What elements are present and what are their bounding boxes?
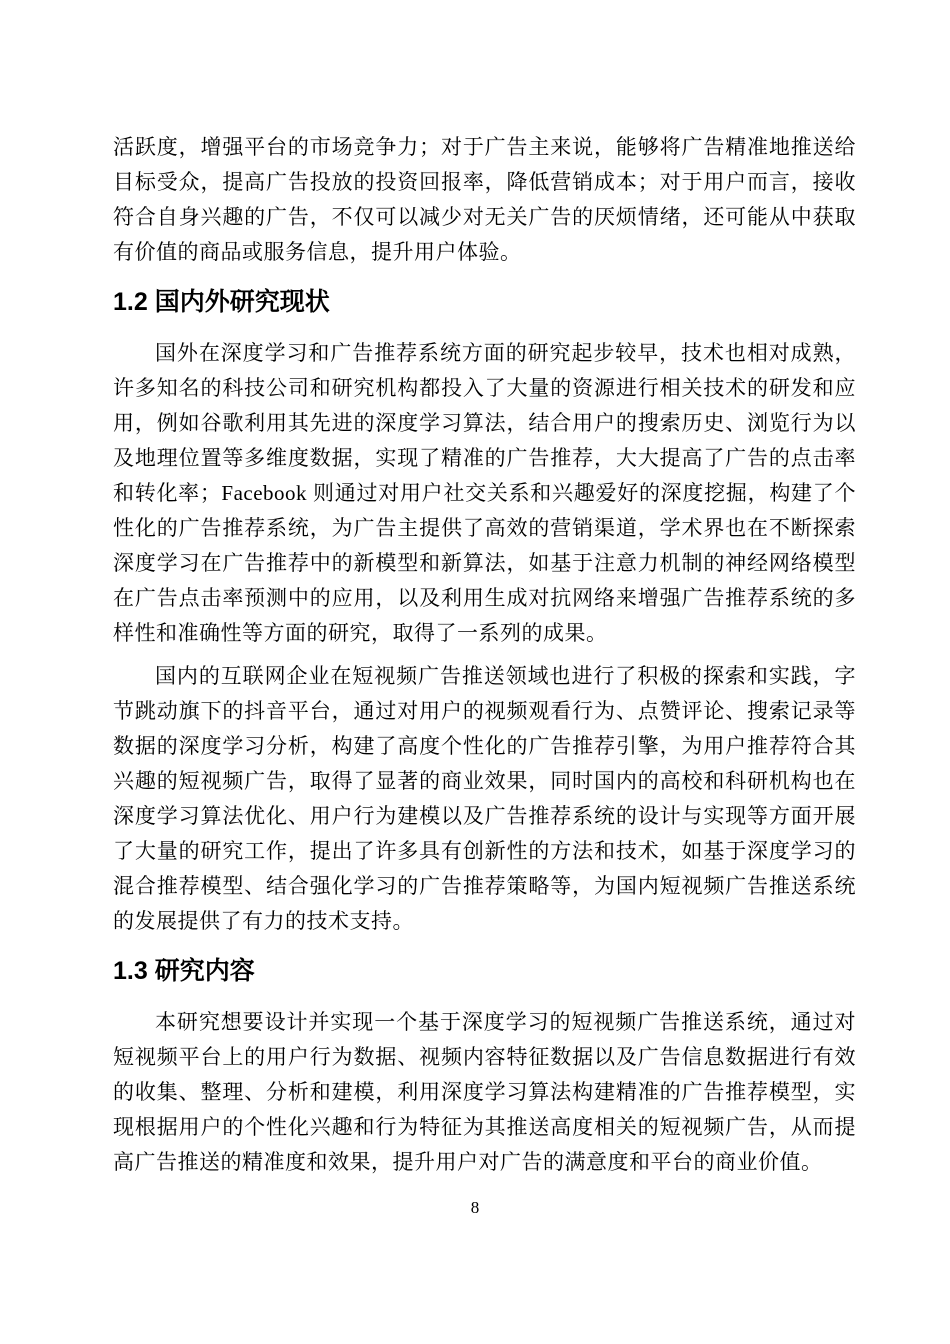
paragraph-foreign-research: 国外在深度学习和广告推荐系统方面的研究起步较早，技术也相对成熟，许多知名的科技公司和研究机构都投入了大量的资源进行相关技术的研发和应用，例如谷歌利用其先进的深度学习算法，结合用户的搜索历史、浏览行为以及地理位置等多维度数据，实现了精准的广告推荐，大大提高了广告的点击率和转化率；Facebook 则通过对用户社交关系和兴趣爱好的深度挖掘，构建了个性化的广告推荐系统，为广告主提供了高效的营销渠道，学术界也在不断探索深度学习在广告推荐中的新模型和新算法，如基于注意力机制的神经网络模型在广告点击率预测中的应用，以及利用生成对抗网络来增强广告推荐系统的多样性和准确性等方面的研究，取得了一系列的成果。 xyxy=(113,341,856,645)
page-number: 8 xyxy=(470,1198,480,1217)
document-body xyxy=(113,130,856,1188)
paragraph-continuation: 活跃度，增强平台的市场竞争力；对于广告主来说，能够将广告精准地推送给目标受众，提高广告投放的投资回报率，降低营销成本；对于用户而言，接收符合自身兴趣的广告，不仅可以减少对无关广告的厌烦情绪，还可能从中获取有价值的商品或服务信息，提升用户体验。 xyxy=(113,135,856,264)
paragraph-domestic-research: 国内的互联网企业在短视频广告推送领域也进行了积极的探索和实践，字节跳动旗下的抖音平台，通过对用户的视频观看行为、点赞评论、搜索记录等数据的深度学习分析，构建了高度个性化的广告推荐引擎，为用户推荐符合其兴趣的短视频广告，取得了显著的商业效果，同时国内的高校和科研机构也在深度学习算法优化、用户行为建模以及广告推荐系统的设计与实现等方面开展了大量的研究工作，提出了许多具有创新性的方法和技术，如基于深度学习的混合推荐模型、结合强化学习的广告推荐策略等，为国内短视频广告推送系统的发展提供了有力的技术支持。 xyxy=(113,664,856,933)
section-heading-1-2: 1.2 国内外研究现状 xyxy=(113,288,330,316)
paragraph-research-content: 本研究想要设计并实现一个基于深度学习的短视频广告推送系统，通过对短视频平台上的用户行为数据、视频内容特征数据以及广告信息数据进行有效的收集、整理、分析和建模，利用深度学习算法构建精准的广告推荐模型，实现根据用户的个性化兴趣和行为特征为其推送高度相关的短视频广告，从而提高广告推送的精准度和效果，提升用户对广告的满意度和平台的商业价值。 xyxy=(113,1010,856,1174)
section-heading-1-3: 1.3 研究内容 xyxy=(113,957,255,985)
